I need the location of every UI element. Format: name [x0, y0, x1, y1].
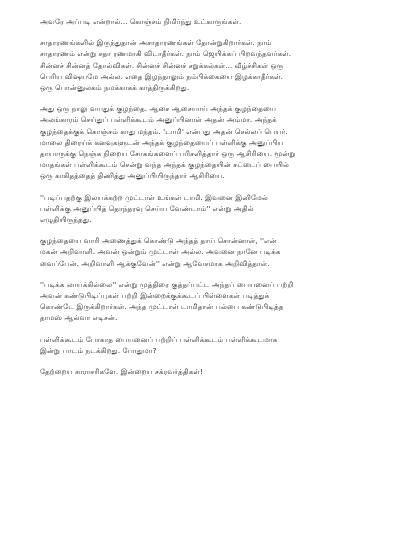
text-line: கொண்டே இருக்கிறார்கள். அந்த முட்டாள் டாமிதான் பல்பை கண்டுபிடித்த [40, 302, 284, 312]
text-line: பெரிய விஷயமே அல்ல. எதை இழந்தாலும் நம்பிக்கையை இழக்காதீர்கள். [40, 71, 284, 81]
paragraph [40, 366, 380, 377]
text-line: அது ஒரு நாலு வயதுக் குழந்தை. ஆசை ஆசையாய் அந்தக் குழந்தையை [40, 104, 277, 114]
text-line: ''படிப்பதற்கு இலயக்கற்ற முட்டாள் உங்கள் டாமி. இவனை இனிமேல் [40, 192, 268, 202]
text-line: வைப்பேன். அறிவாளி ஆக்குவேன்'' என்று ஆவேசமாக அறிவித்தாள். [40, 258, 270, 268]
paragraph [40, 235, 380, 269]
text-line: ''படிக்க லாயக்கில்லை'' என்று முத்திரை குத்தப்பட்ட அந்தப் பையனைப் பற்றி [40, 279, 294, 289]
text-line: பள்ளிக்கூடம் போகாத பையனைப் பற்றிப் பள்ளிக்கூடம் பள்ளிக்கூடமாக [40, 334, 278, 344]
text-line: அலங்காரம் செய்துப் பள்ளிக்கூடம் அனுப்பினாள் அதன் அம்மா. அந்தக் [40, 115, 277, 125]
text-line: ஒரு காகிதத்தைத் திணித்து அனுப்பியிருந்தார் ஆசிரியை. [40, 171, 225, 181]
paragraph [40, 16, 380, 27]
paragraph [40, 192, 380, 226]
text-line: குழந்தைக்குக் கொஞ்சம் காது மந்தம். 'டாமி' என்பது அதன் செல்லப் பெயர். [40, 126, 288, 136]
text-line: சாதாரணங்களில் இருந்துதான் அசாதாரணங்கள் தோன்றுகிறார்கள். நாம் [40, 38, 272, 48]
text-line: பள்ளிக்கு அனுப்பித் தொந்தரவு செய்ய வேண்டாம்'' என்று அதில் [40, 203, 254, 213]
text-line: மாதங்கள் பள்ளிக்கூடம் சென்று வந்த அந்தக் குழந்தையின் சட்டைப் பையில் [40, 160, 290, 170]
text-line: தாயாருக்கு நெஞ்சு நிறைய சோகங்களைப் பரிசளித்தார் ஒரு ஆசிரியை. மூன்று [40, 149, 296, 159]
text-line: அவன் கண்டுபிடிப்புகள் பற்றி இன்றைக்குக்கூடப் பிள்ளைகள் படித்துக் [40, 291, 270, 301]
document-page [40, 16, 380, 387]
text-line: மாலை திரைய்க் கனவுகளுடன் அந்தக் குழந்தையைப் பள்ளிக்கு அனுப்பிய [40, 137, 284, 147]
paragraph [40, 37, 380, 93]
paragraph [40, 103, 380, 181]
text-line: மகன் அறிவாளி. அவன் ஒன்றும் முட்டாள் அல்ல. அவனை நானே படிக்க [40, 247, 281, 257]
text-line: ஒரு பொன்னுலகம் நமக்காகக் காத்திருக்கிறது. [40, 83, 190, 93]
text-line: எழுதியிருந்தது. [40, 215, 92, 225]
text-line: தேற்றைய சாராசரிகளே. இன்றைய சக்ரவர்த்திகள்! [40, 367, 203, 377]
text-line: குழந்தையை வாரி அணைத்துக் கொண்டு அந்தத் தாய் சொன்னாள், ''என் [40, 236, 277, 246]
text-line: தாமஸ் ஆல்வா எடிசன். [40, 313, 118, 323]
text-line: சின்னச் சின்னத் தோல்விகள். சின்னச் சின்னச் சறுக்கல்கள்... வீழ்ச்சிகள் ஒரு [40, 60, 284, 70]
text-line: அவரே அப்படி என்றால்... கொஞ்சம் நிமிர்ந்து உட்காருங்கள். [40, 17, 242, 26]
text-line: இன்று பாடம் நடக்கிறது. போதுமா? [40, 345, 157, 355]
text-line: சாதாரணம் என்று சதா ரணமாகி விடாதீர்கள். நாம் ஜெயிக்கப் பிறவந்தவர்கள். [40, 49, 292, 59]
paragraph [40, 279, 380, 324]
paragraph [40, 334, 380, 356]
